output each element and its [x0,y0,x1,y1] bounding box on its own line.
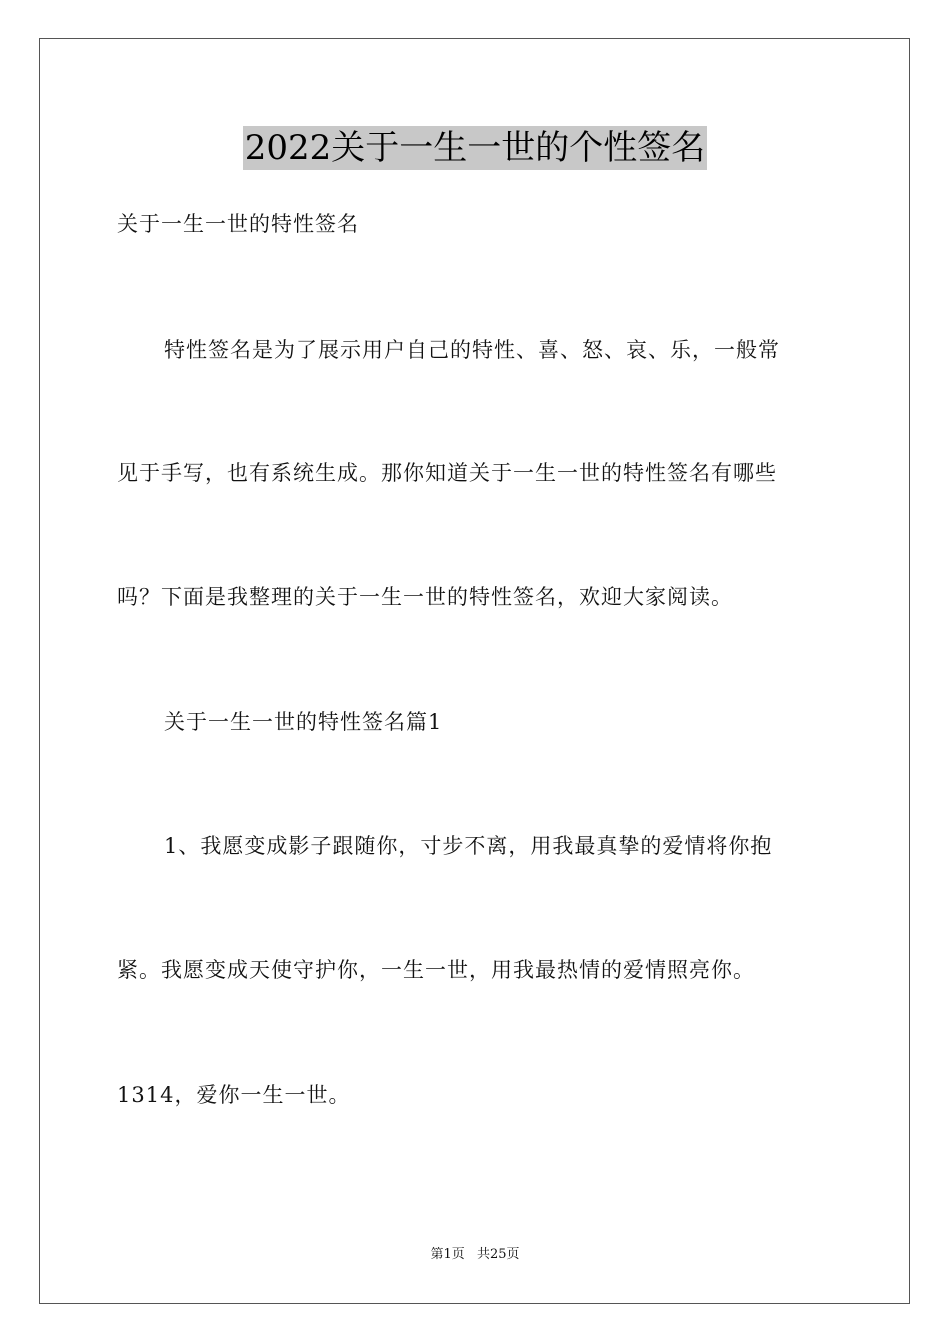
paragraph-line: 吗？下面是我整理的关于一生一世的特性签名，欢迎大家阅读。 [117,585,733,609]
paragraph-line: 紧。我愿变成天使守护你，一生一世，用我最热情的爱情照亮你。 [117,958,755,982]
page-number-current: 第1页 [430,1247,465,1262]
page-number-total: 共25页 [476,1247,520,1262]
paragraph-line: 见于手写，也有系统生成。那你知道关于一生一世的特性签名有哪些 [117,461,777,485]
title-container [0,126,950,170]
paragraph-line: 特性签名是为了展示用户自己的特性、喜、怒、哀、乐，一般常 [164,338,780,362]
section-heading: 关于一生一世的特性签名篇1 [164,710,443,734]
paragraph-line: 1、我愿变成影子跟随你，寸步不离，用我最真挚的爱情将你抱 [164,834,773,858]
document-title: 2022关于一生一世的个性签名 [244,128,706,168]
document-subtitle: 关于一生一世的特性签名 [117,212,359,236]
page-footer [0,1246,950,1264]
paragraph-line: 1314，爱你一生一世。 [117,1083,351,1107]
